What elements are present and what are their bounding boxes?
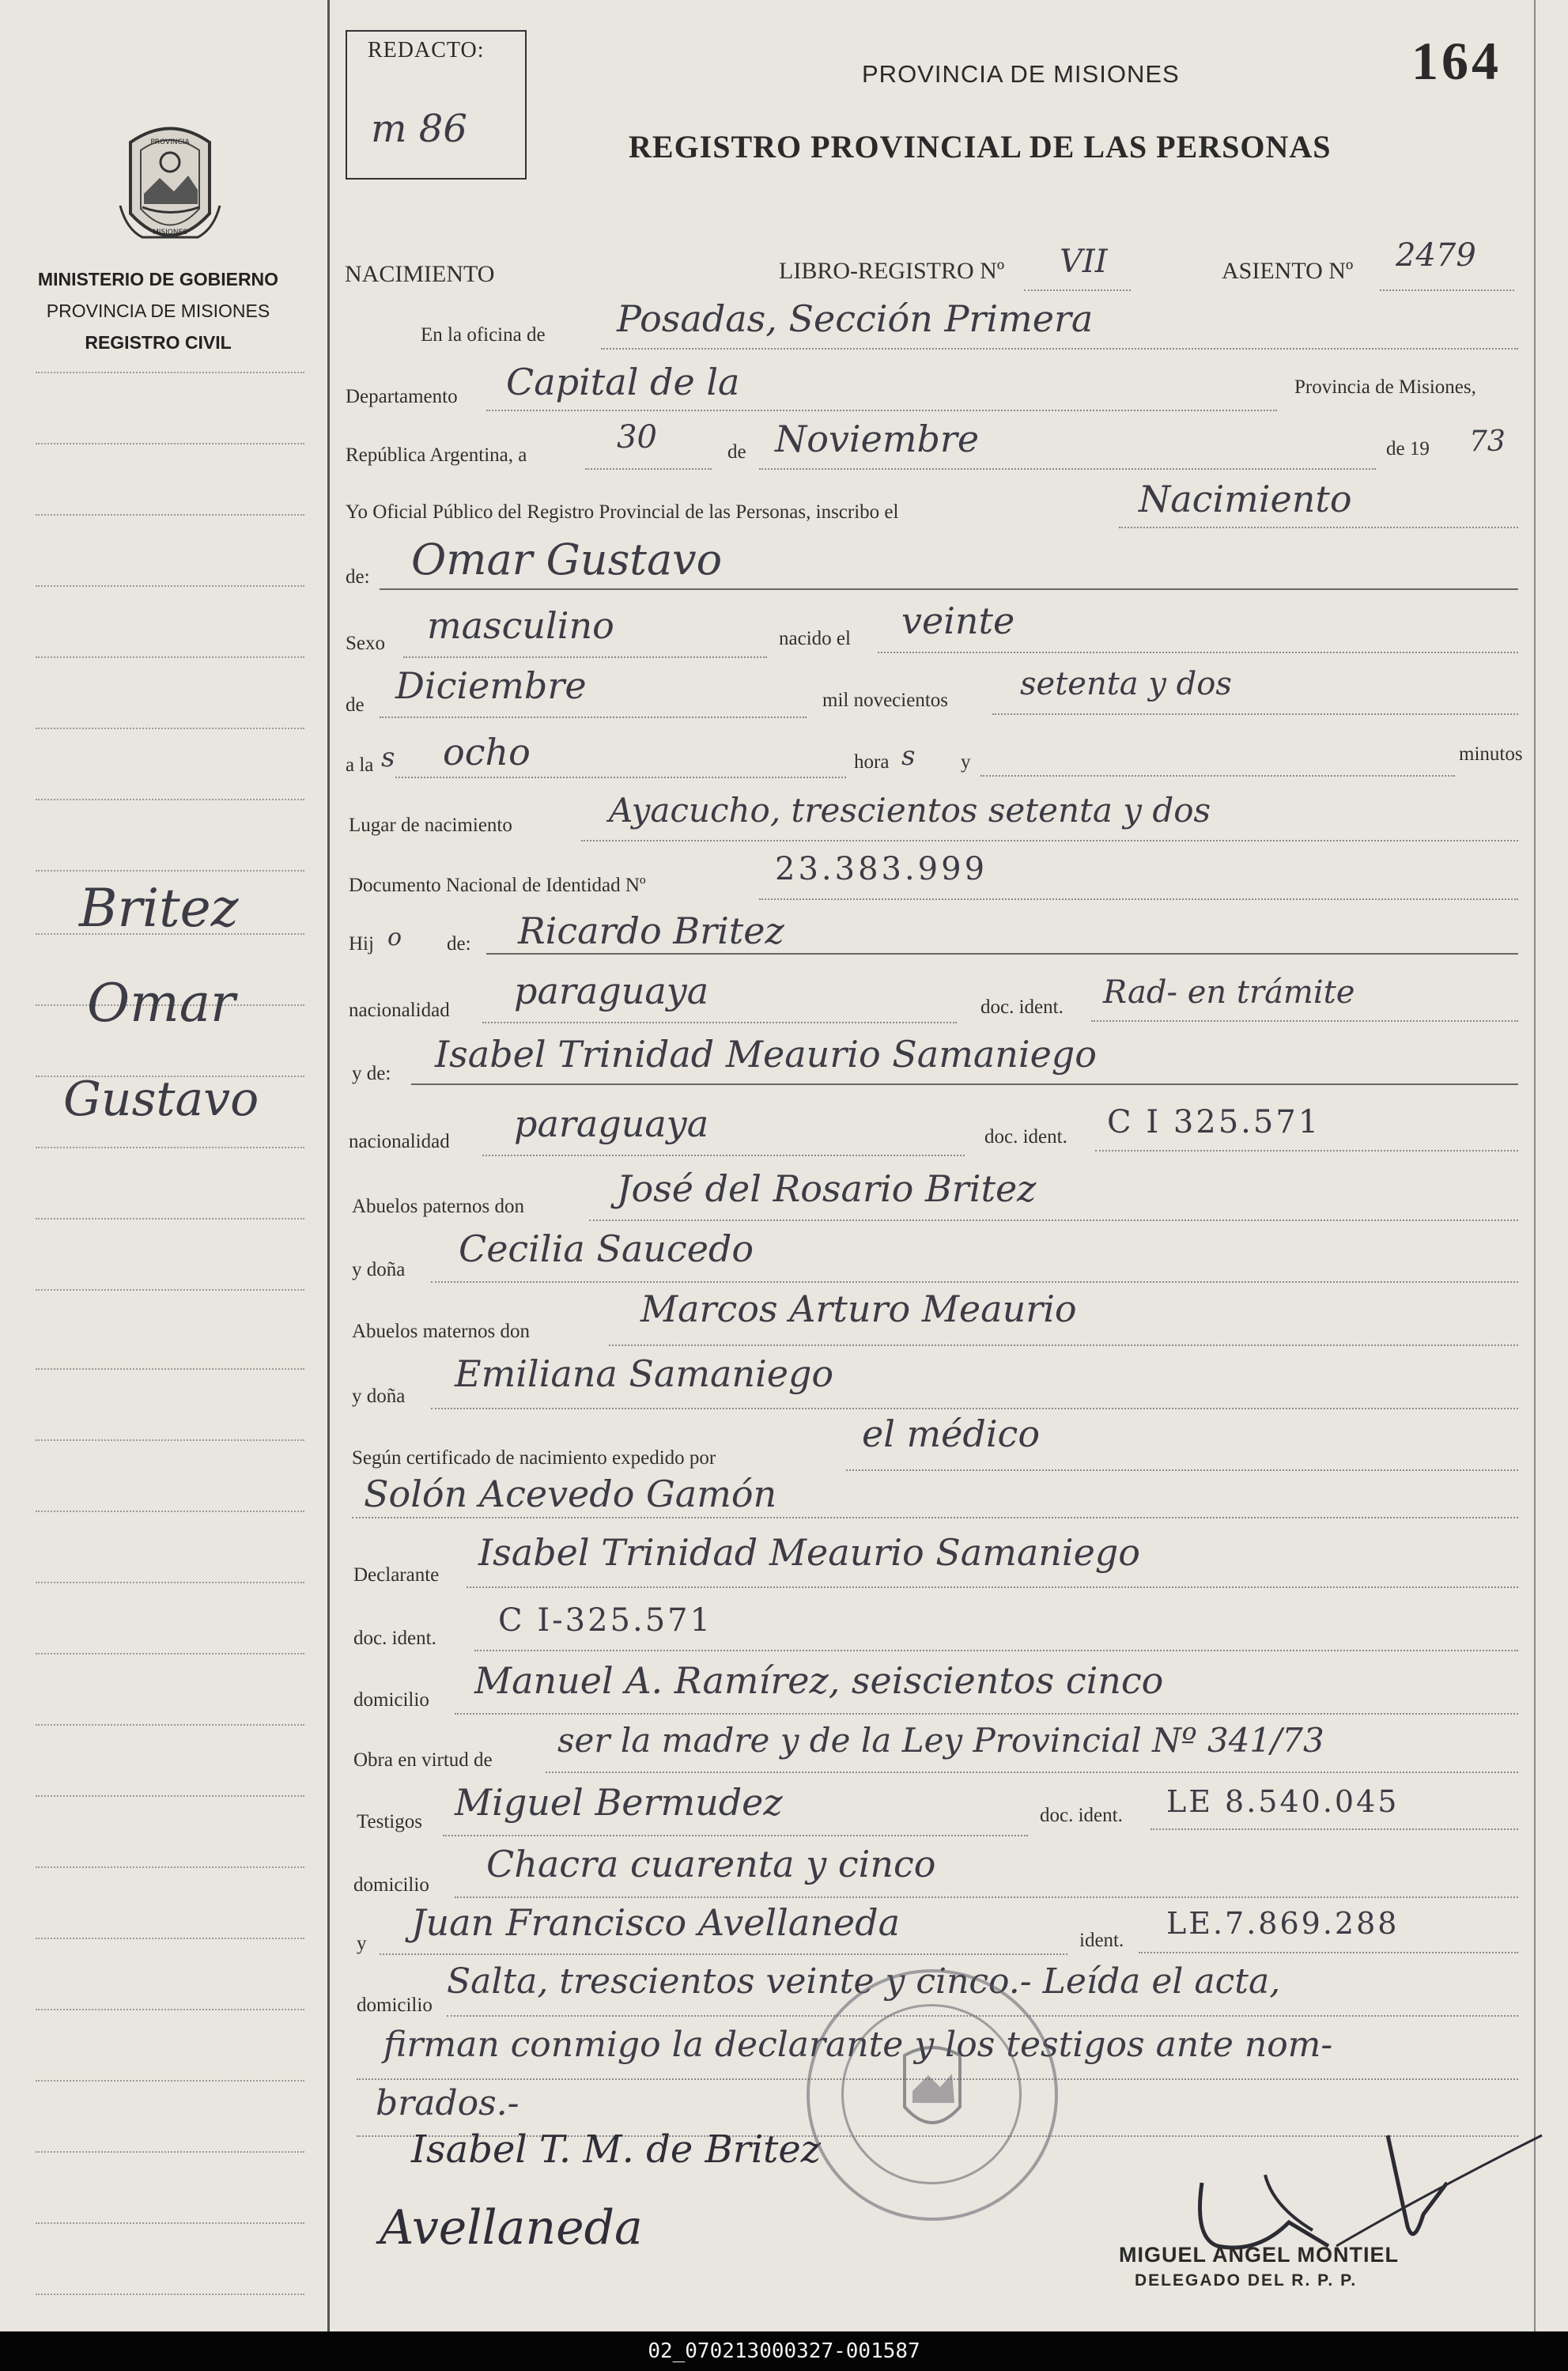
declarante-label: Declarante (353, 1564, 440, 1586)
testigo-1-value: Miguel Bermudez (455, 1781, 783, 1824)
nacido-label: nacido el (779, 628, 851, 649)
svg-text:PROVINCIA: PROVINCIA (150, 138, 190, 146)
doc-1-label: doc. ident. (980, 996, 1064, 1018)
year-prefix: de 19 (1386, 438, 1430, 459)
hour-value: ocho (443, 731, 531, 773)
doc-2-value: C I 325.571 (1107, 1104, 1321, 1140)
domicilio-3-value: Salta, trescientos veinte y cinco.- Leída el acta, (447, 1961, 1281, 2002)
abuela-materna-value: Emiliana Samaniego (455, 1352, 834, 1395)
margin-surname: Britez (79, 878, 239, 939)
dni-value: 23.383.999 (775, 851, 988, 887)
segun-label: Según certificado de nacimiento expedido por (352, 1447, 716, 1469)
nacido-value: veinte (901, 599, 1015, 642)
de-month-label: de (346, 694, 365, 716)
registry-title: REGISTRO PROVINCIAL DE LAS PERSONAS (629, 129, 1332, 164)
folio-number: 164 (1411, 31, 1502, 91)
seal-emblem-icon (893, 2044, 972, 2138)
official-role: DELEGADO DEL R. P. P. (1135, 2271, 1358, 2290)
horas-label: hora (854, 751, 890, 773)
abuelo-paterno-value: José del Rosario Britez (617, 1167, 1037, 1210)
record-type-label: NACIMIENTO (345, 261, 495, 287)
left-border-line (327, 0, 330, 2331)
y-label: y (961, 751, 971, 773)
oficial-value: Nacimiento (1139, 478, 1352, 520)
lugar-label: Lugar de nacimiento (349, 815, 512, 836)
closing-line-1: firman conmigo la declarante y los testigos ante nom- (383, 2025, 1333, 2065)
province-crest-icon (111, 119, 229, 253)
province-heading: PROVINCIA DE MISIONES (862, 60, 1180, 88)
departamento-label: Departamento (346, 386, 458, 407)
right-border-line (1534, 0, 1536, 2331)
ala-s: s (381, 742, 395, 773)
hijo-label: Hij (349, 933, 374, 955)
declarante-signature: Isabel T. M. de Britez (411, 2127, 822, 2172)
abuela-paterna-value: Cecilia Saucedo (459, 1227, 754, 1270)
doc-testigo-1-label: doc. ident. (1040, 1805, 1123, 1826)
libro-label: LIBRO-REGISTRO Nº (779, 258, 1005, 284)
margin-first-name: Omar (87, 973, 236, 1034)
obra-label: Obra en virtud de (353, 1749, 493, 1771)
sexo-value: masculino (427, 604, 614, 647)
asiento-value: 2479 (1396, 237, 1476, 274)
mil-value: setenta y dos (1020, 666, 1232, 702)
dni-label: Documento Nacional de Identidad Nº (349, 875, 646, 896)
child-name-value: Omar Gustavo (411, 535, 723, 584)
nacionalidad-1-label: nacionalidad (349, 1000, 450, 1021)
de-label: de (727, 441, 746, 463)
abuelos-maternos-label: Abuelos maternos don (352, 1321, 530, 1342)
redacto-box (346, 30, 527, 180)
svg-text:MISIONES: MISIONES (152, 229, 188, 236)
y-dona-2-label: y doña (352, 1386, 406, 1407)
lugar-value: Ayacucho, trescientos setenta y dos (609, 791, 1211, 830)
margin-second-name: Gustavo (63, 1072, 259, 1127)
minutos-label: minutos (1459, 743, 1523, 765)
de-name-label: de: (346, 566, 370, 588)
doc-declarante-value: C I-325.571 (498, 1602, 713, 1639)
doc-1-value: Rad- en trámite (1103, 974, 1355, 1011)
hijo-de-label: de: (447, 933, 471, 955)
nacionalidad-2-value: paraguaya (514, 1102, 709, 1145)
domicilio-3-label: domicilio (357, 1995, 433, 2016)
abuelos-paternos-label: Abuelos paternos don (352, 1196, 525, 1217)
sexo-label: Sexo (346, 633, 385, 654)
testigos-label: Testigos (357, 1811, 422, 1832)
y-de-label: y de: (352, 1063, 391, 1084)
hijo-o: o (387, 924, 402, 951)
oficina-value: Posadas, Sección Primera (617, 297, 1094, 340)
doc-testigo-2-label: ident. (1079, 1930, 1124, 1951)
declarante-value: Isabel Trinidad Meaurio Samaniego (478, 1531, 1140, 1574)
republica-label: República Argentina, a (346, 444, 527, 466)
obra-value: ser la madre y de la Ley Provincial Nº 341/73 (557, 1721, 1324, 1760)
doc-testigo-1-value: LE 8.540.045 (1166, 1784, 1400, 1819)
provincia-label: Provincia de Misiones, (1294, 376, 1476, 398)
mother-value: Isabel Trinidad Meaurio Samaniego (435, 1033, 1097, 1076)
segun-value: el médico (862, 1412, 1041, 1455)
ministry-line-2: PROVINCIA DE MISIONES (46, 301, 270, 321)
doc-testigo-2-value: LE.7.869.288 (1166, 1906, 1400, 1941)
domicilio-1-label: domicilio (353, 1689, 429, 1711)
horas-s: s (901, 740, 916, 772)
ministry-line-3: REGISTRO CIVIL (85, 332, 232, 353)
day-value: 30 (617, 419, 657, 456)
official-seal-stamp (807, 1969, 1058, 2221)
month-value: Noviembre (775, 418, 980, 460)
image-id-footer: 02_070213000327-001587 (0, 2331, 1568, 2371)
abuelo-materno-value: Marcos Arturo Meaurio (640, 1288, 1077, 1330)
domicilio-1-value: Manuel A. Ramírez, seiscientos cinco (474, 1659, 1164, 1702)
witness-signature: Avellaneda (380, 2200, 643, 2256)
domicilio-2-value: Chacra cuarenta y cinco (486, 1843, 936, 1885)
mil-label: mil novecientos (822, 690, 948, 711)
closing-line-2: brados.- (376, 2083, 520, 2123)
doc-declarante-label: doc. ident. (353, 1628, 436, 1649)
redacto-value: m 86 (371, 107, 467, 151)
doc-2-label: doc. ident. (984, 1126, 1067, 1148)
ministry-line-1: MINISTERIO DE GOBIERNO (37, 269, 279, 289)
year-suffix: 73 (1469, 425, 1506, 458)
y-2-label: y (357, 1933, 367, 1954)
ala-label: a la (346, 754, 374, 776)
nacionalidad-1-value: paraguaya (514, 970, 709, 1012)
asiento-label: ASIENTO Nº (1222, 258, 1354, 284)
departamento-value: Capital de la (506, 361, 740, 403)
redacto-label: REDACTO: (368, 38, 485, 62)
medico-value: Solón Acevedo Gamón (364, 1473, 777, 1515)
nacionalidad-2-label: nacionalidad (349, 1131, 450, 1152)
father-value: Ricardo Britez (518, 909, 784, 952)
y-dona-1-label: y doña (352, 1259, 406, 1280)
libro-value: VII (1060, 244, 1108, 280)
oficina-label: En la oficina de (421, 324, 546, 346)
testigo-2-value: Juan Francisco Avellaneda (411, 1901, 900, 1944)
domicilio-2-label: domicilio (353, 1874, 429, 1896)
official-name: MIGUEL ANGEL MONTIEL (1119, 2243, 1400, 2267)
birth-month-value: Diciembre (395, 664, 587, 707)
oficial-label: Yo Oficial Público del Registro Provincial de las Personas, inscribo el (346, 501, 899, 523)
